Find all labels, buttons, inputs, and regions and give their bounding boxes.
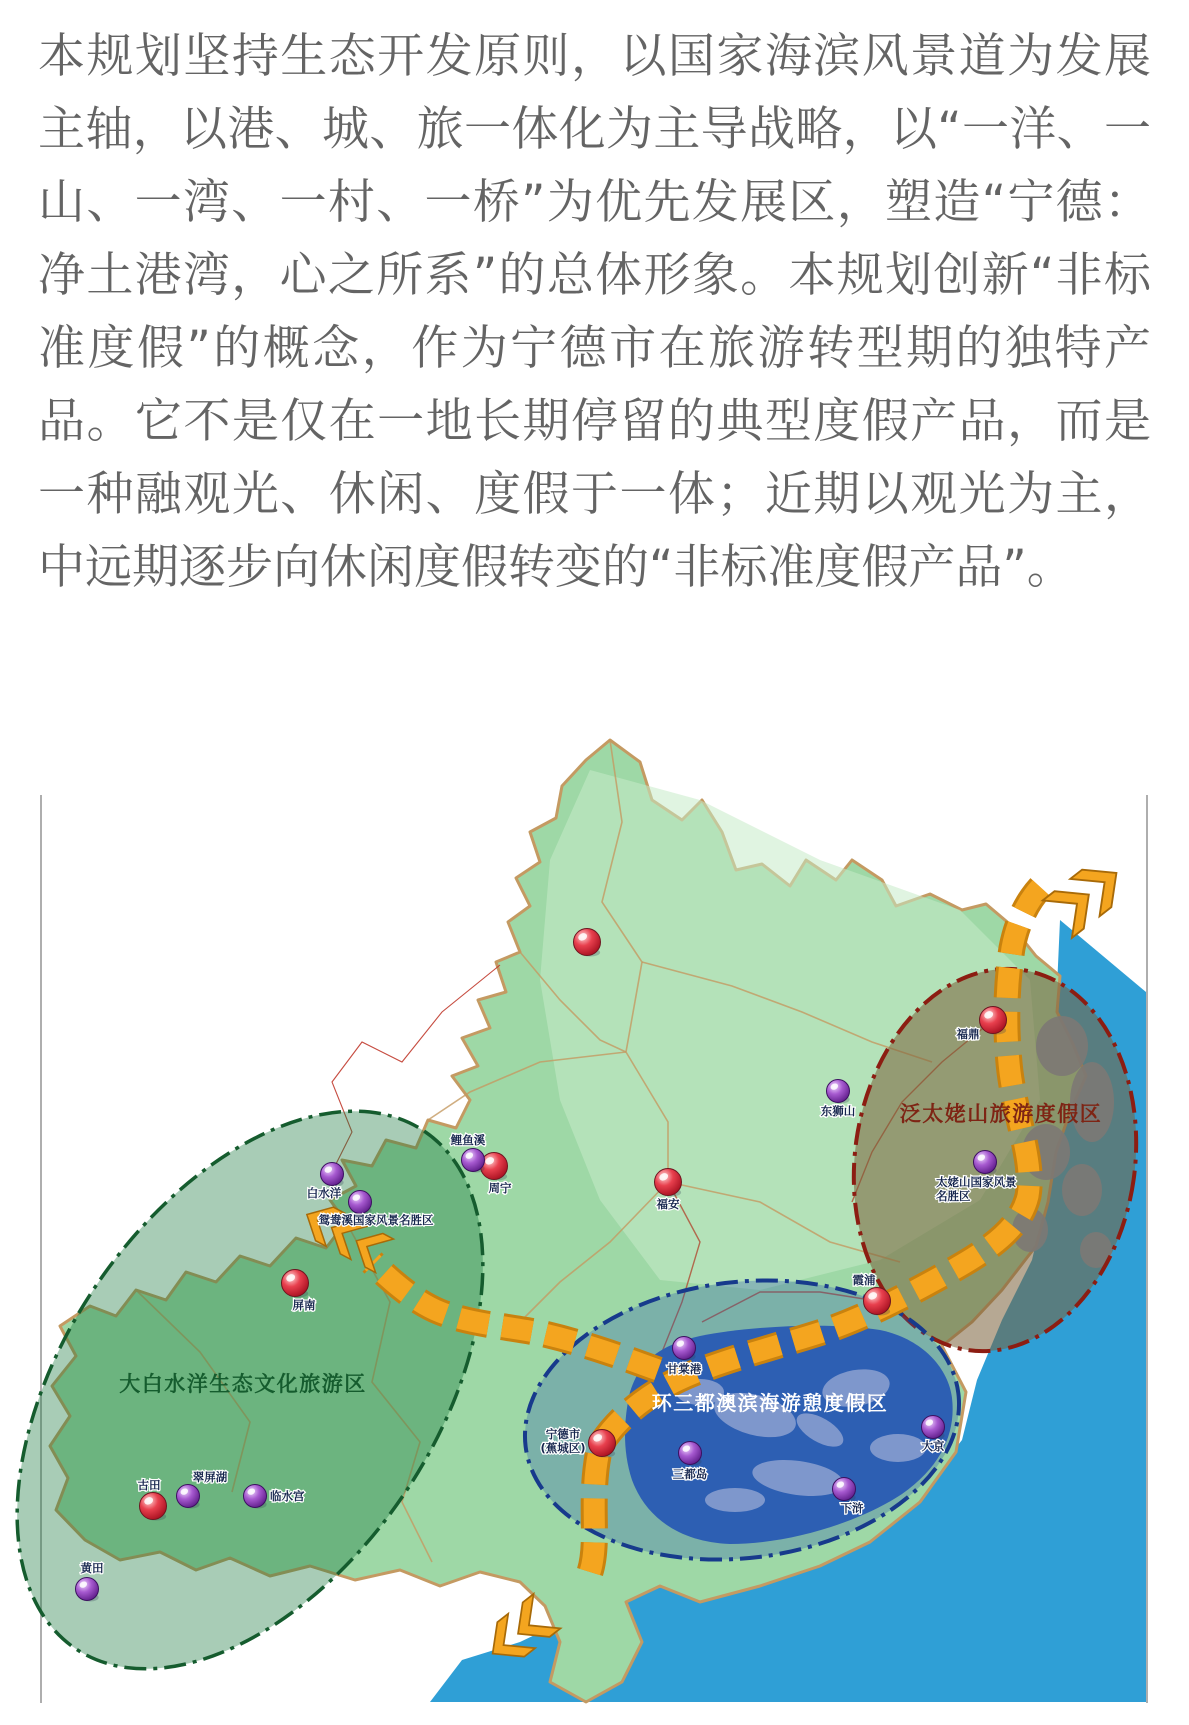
pin-marker [827,1080,850,1103]
city-pin-label-pingnan: 屏南 [292,1298,316,1312]
attraction-pin-yuanyangxi-scenic-area [349,1191,372,1215]
attraction-pin-label-dajing: 大京 [921,1439,945,1453]
pin-marker [462,1149,485,1172]
attraction-pin-huangtian [76,1578,99,1602]
attraction-pin-label-liyuxi: 鲤鱼溪 [450,1133,486,1147]
attraction-pin-dajing [922,1416,945,1440]
pin-marker [980,1007,1007,1034]
attraction-pin-label-xiahu: 下浒 [840,1501,864,1515]
pin-marker [655,1169,682,1196]
body-paragraph: 本规划坚持生态开发原则，以国家海滨风景道为发展主轴，以港、城、旅一体化为主导战略，以“一洋、一山、一湾、一村、一桥”为优先发展区，塑造“宁德：净土港湾，心之所系”的总体形象。本规划创新“非标准度假”的概念，作为宁德市在旅游转型期的独特产品。它不是仅在一地长期停留的典型度假产品，而是一种融观光、休闲、度假于一体；近期以观光为主，中远期逐步向休闲度假转变的“非标准度假产品”。 [38,29,1151,595]
pin-marker [974,1151,997,1174]
attraction-pin-label-taimushan-scenic-area: 太姥山国家风景名胜区 [936,1175,1017,1203]
city-pin-ningde-city [589,1430,616,1458]
pin-marker [140,1493,167,1520]
attraction-pin-baishuiyang [321,1163,344,1187]
pin-marker [922,1416,945,1439]
pin-marker [481,1153,508,1180]
pin-marker [177,1485,200,1508]
city-pin-shouning [574,929,601,957]
city-pin-label-zhouning: 周宁 [488,1181,512,1195]
pin-marker [574,929,601,956]
city-pin-pingnan [282,1270,309,1298]
attraction-pin-liyuxi [462,1149,485,1173]
pin-marker [673,1337,696,1360]
attraction-pin-taimushan-scenic-area [974,1151,997,1175]
fantaimushan-zone-label: 泛太姥山旅游度假区 [899,1102,1103,1126]
city-pin-fuan [655,1169,682,1197]
pin-marker [679,1442,702,1465]
attraction-pin-label-linshuigong: 临水宫 [270,1489,305,1503]
huansanduao-zone-label: 环三都澳滨海游憩度假区 [651,1391,889,1415]
attraction-pin-linshuigong [244,1485,267,1509]
attraction-pin-label-yuanyangxi-scenic-area: 鸳鸯溪国家风景名胜区 [318,1213,434,1227]
pin-marker [833,1478,856,1501]
attraction-pin-label-huangtian: 黄田 [80,1561,104,1575]
pin-marker [589,1430,616,1457]
pin-marker [321,1163,344,1186]
pin-marker [349,1191,372,1214]
attraction-pin-label-sandudao: 三都岛 [672,1467,708,1481]
pin-marker [282,1270,309,1297]
attraction-pin-dongshishan [827,1080,850,1104]
city-pin-gutian [140,1493,167,1521]
city-pin-label-xiapu: 霞浦 [852,1273,876,1287]
city-pin-label-gutian: 古田 [137,1478,161,1492]
chevron-icon [1043,876,1104,938]
city-pin-fuding [980,1007,1007,1035]
attraction-pin-xiahu [833,1478,856,1502]
attraction-pin-label-baishuiyang: 白水洋 [306,1186,342,1200]
city-pin-xiapu [864,1288,891,1316]
pin-marker [76,1578,99,1601]
pin-marker [864,1288,891,1315]
attraction-pin-sandudao [679,1442,702,1466]
attraction-pin-label-cuipinghu: 翠屏湖 [192,1470,228,1484]
attraction-pin-cuipinghu [177,1485,200,1509]
exit-arrow-northeast [1043,854,1131,938]
dabaishuiyang-zone-label: 大白水洋生态文化旅游区 [119,1372,367,1396]
attraction-pin-label-dongshishan: 东狮山 [820,1104,856,1118]
city-pin-zhouning [481,1153,508,1181]
attraction-pin-label-gantanggang: 甘棠港 [666,1362,702,1376]
pin-marker [244,1485,267,1508]
city-pin-label-fuan: 福安 [656,1197,680,1211]
city-pin-label-fuding: 福鼎 [956,1027,980,1041]
city-pin-label-ningde-city: 宁德市(蕉城区) [540,1427,586,1455]
attraction-pin-gantanggang [673,1337,696,1361]
